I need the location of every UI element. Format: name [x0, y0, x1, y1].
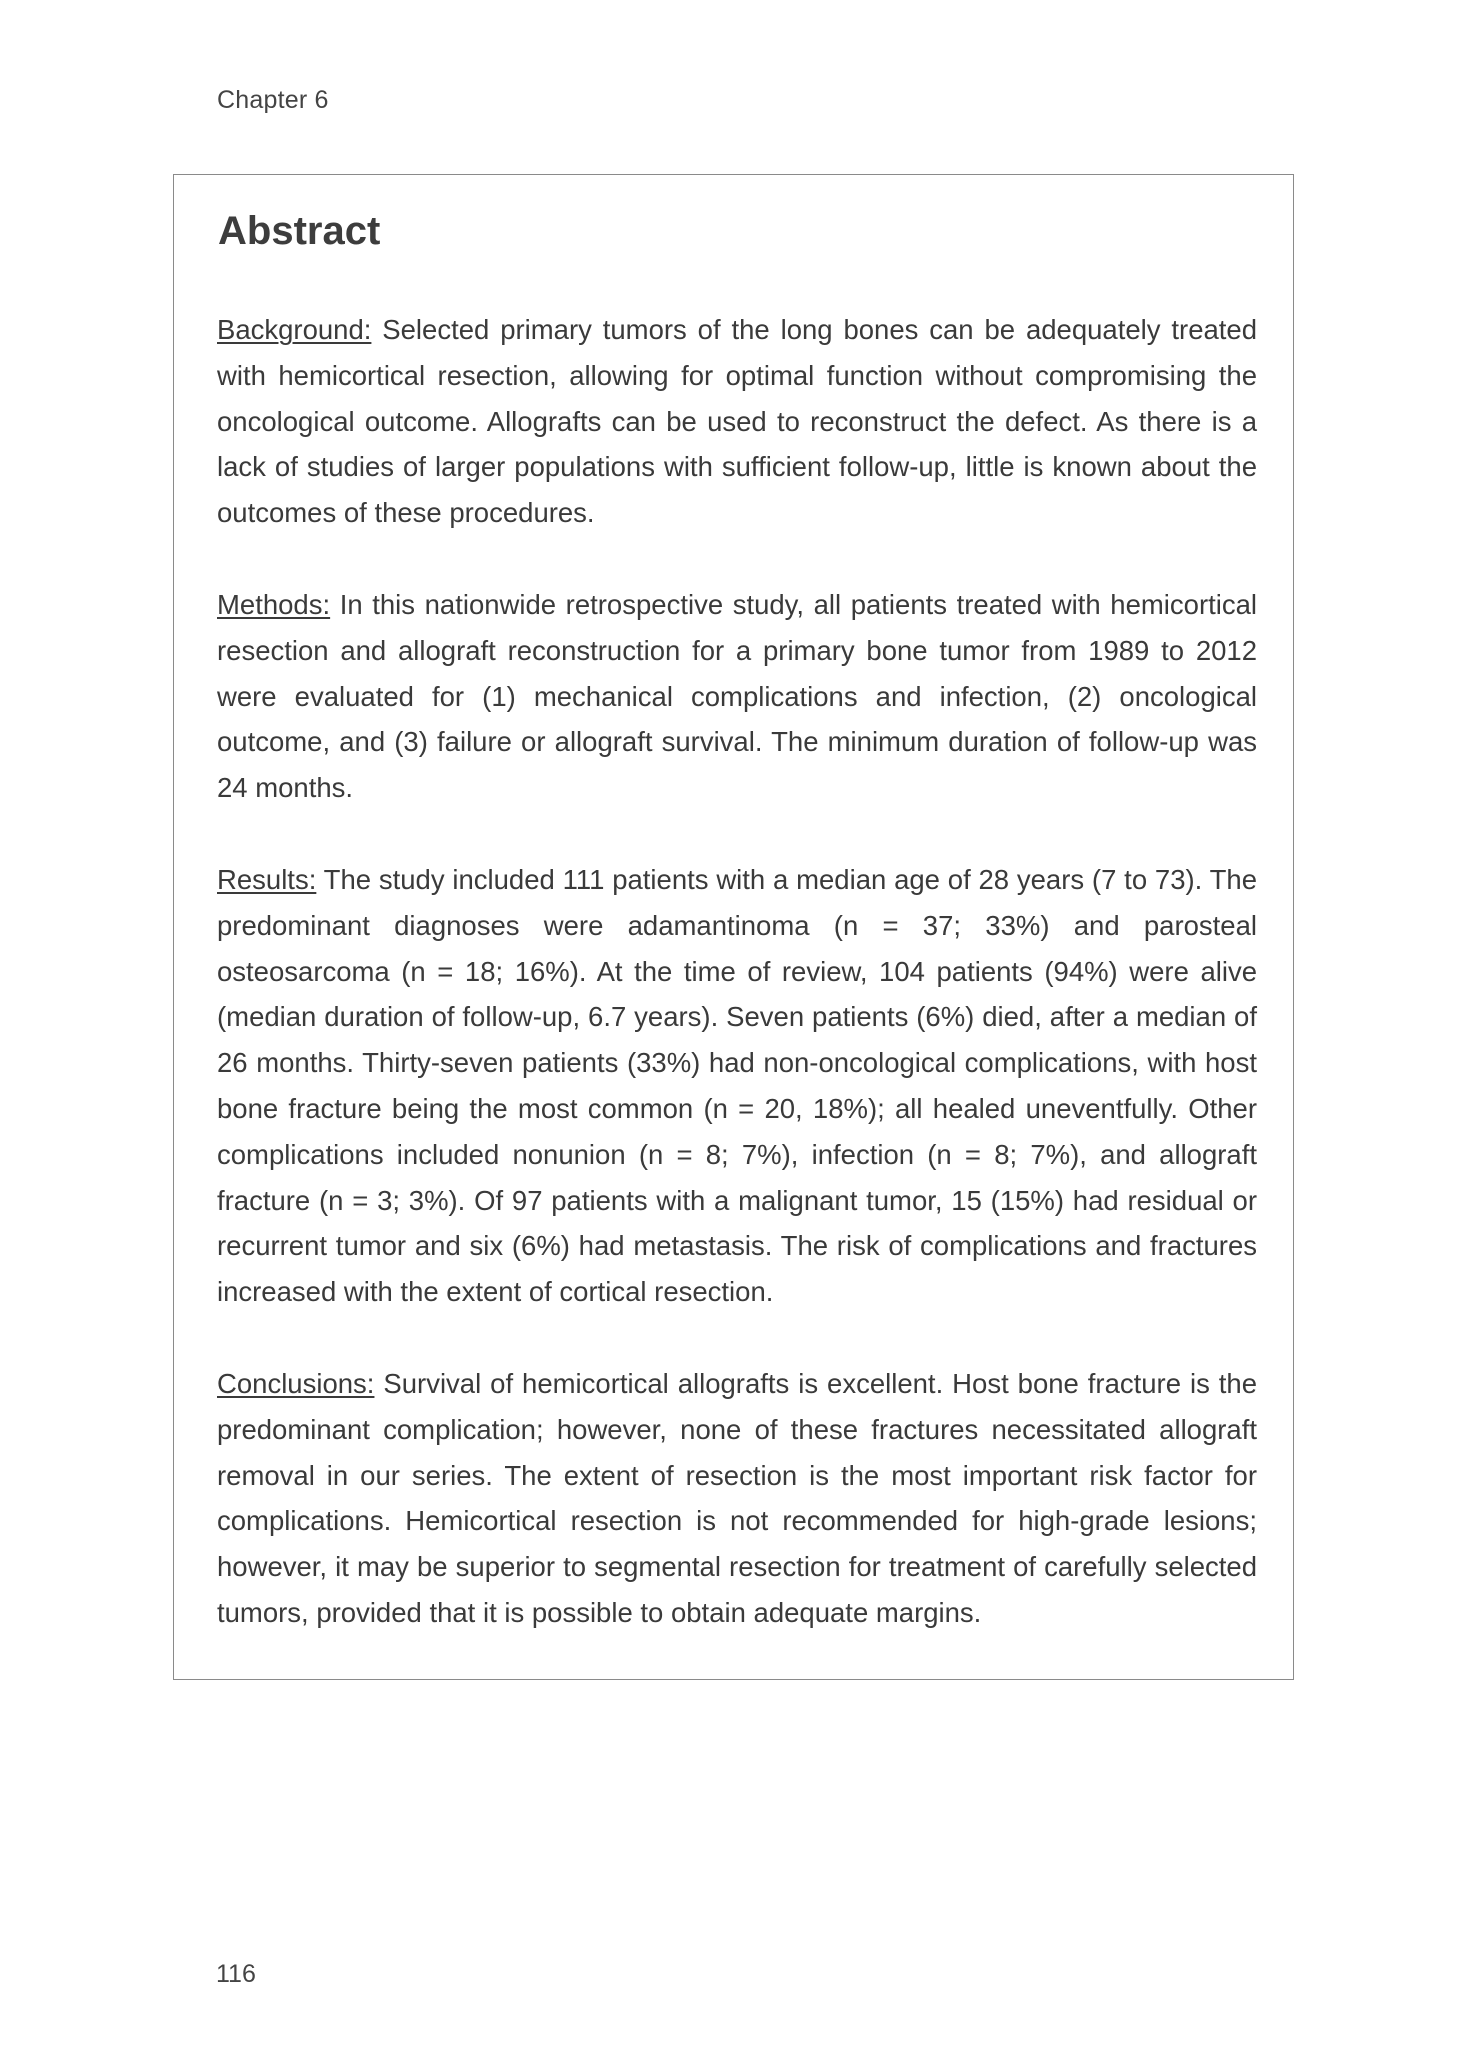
- section-text-background: Selected primary tumors of the long bones can be adequately treated with hemicortical resection, allowing for optimal function without compromising the oncological outcome. Allografts can be used to reconstruct the defect. As there is a lack of studies of larger populations with sufficient follow-up, little is known about the outcomes of these procedures.: [217, 314, 1258, 529]
- section-text-conclusions: Survival of hemicortical allografts is excellent. Host bone fracture is the predominant complication; however, none of these fractures necessitated allograft removal in our series. The extent of resection is the most important risk factor for complications. Hemicortical resection is not recommended for high-grade lesions; however, it may be superior to segmental resection for treatment of carefully selected tumors, provided that it is possible to obtain adequate margins.: [217, 1367, 1257, 1628]
- running-header-chapter: Chapter 6: [217, 86, 329, 114]
- abstract-section-background: [217, 307, 1257, 536]
- abstract-sections: [217, 307, 1257, 1682]
- section-text-results: The study included 111 patients with a median age of 28 years (7 to 73). The predominant diagnoses were adamantinoma (n = 37; 33%) and parosteal osteosarcoma (n = 18; 16%). At the time of review, 104 patients (94%) were alive (median duration of follow-up, 6.7 years). Seven patients (6%) died, after a median of 26 months. Thirty-seven patients (33%) had non-oncological complications, with host bone fracture being the most common (n = 20, 18%); all healed uneventfully. Other complications included nonunion (n = 8; 7%), infection (n = 8; 7%), and allograft fracture (n = 3; 3%). Of 97 patients with a malignant tumor, 15 (15%) had residual or recurrent tumor and six (6%) had metastasis. The risk of complications and fractures increased with the extent of cortical resection.: [217, 863, 1257, 1308]
- page-number: 116: [216, 1960, 256, 1988]
- section-text-methods: In this nationwide retrospective study, all patients treated with hemicortical resection and allograft reconstruction for a primary bone tumor from 1989 to 2012 were evaluated for (1) mechanical complications and infection, (2) oncological outcome, and (3) failure or allograft survival. The minimum duration of follow-up was 24 months.: [217, 588, 1258, 804]
- abstract-section-methods: [217, 582, 1257, 811]
- section-heading-methods: Methods:: [217, 588, 331, 620]
- section-heading-conclusions: Conclusions:: [217, 1367, 375, 1399]
- abstract-title: Abstract: [218, 209, 381, 253]
- abstract-section-results: [217, 857, 1257, 1315]
- section-heading-background: Background:: [217, 314, 372, 345]
- abstract-box: [173, 174, 1294, 1680]
- section-heading-results: Results:: [217, 863, 317, 895]
- abstract-section-conclusions: [217, 1361, 1257, 1636]
